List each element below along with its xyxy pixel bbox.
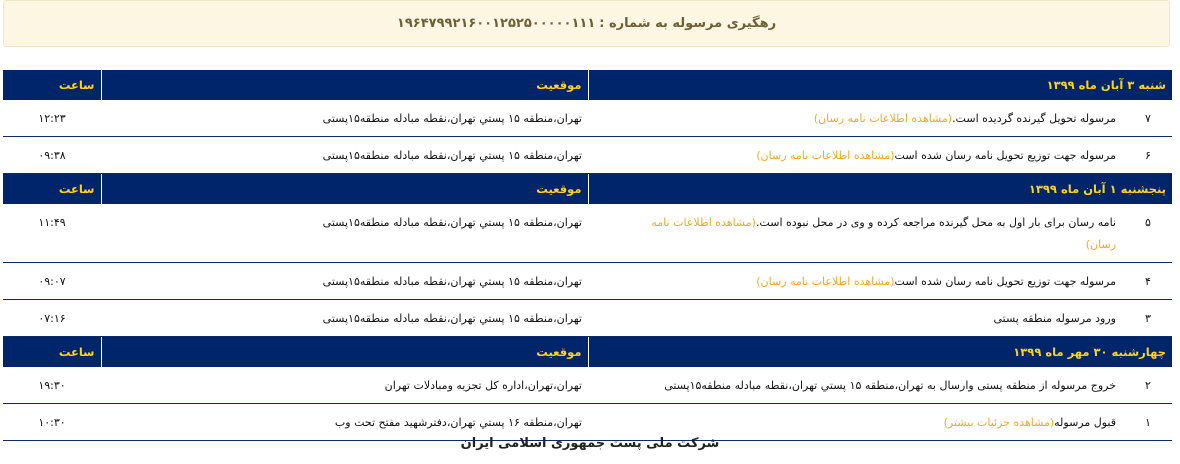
table-row bbox=[3, 263, 1172, 300]
event-time: ۰۹:۳۸ bbox=[3, 137, 101, 174]
details-link[interactable]: (مشاهده اطلاعات نامه رسان) bbox=[813, 112, 953, 125]
row-number: ۲ bbox=[1145, 379, 1151, 392]
row-number: ۷ bbox=[1145, 112, 1151, 125]
table-row bbox=[3, 137, 1172, 174]
tracking-title-box bbox=[3, 0, 1170, 47]
event-description: قبول مرسوله bbox=[1054, 416, 1116, 429]
time-header: ساعت bbox=[3, 337, 101, 368]
group-date: چهارشنبه ۳۰ مهر ماه ۱۳۹۹ bbox=[588, 337, 1172, 368]
event-description: مرسوله جهت توزیع تحویل نامه رسان شده است bbox=[894, 149, 1116, 162]
event-location: تهران،منطقه ۱۵ پستي تهران،نقطه مبادله منطقه۱۵پستی bbox=[101, 263, 588, 300]
details-link[interactable]: (مشاهده اطلاعات نامه رسان) bbox=[756, 275, 895, 288]
table-row bbox=[3, 367, 1172, 404]
table-row bbox=[3, 404, 1172, 441]
group-header-row bbox=[3, 70, 1172, 100]
row-number: ۱ bbox=[1145, 416, 1151, 429]
event-description: مرسوله تحویل گیرنده گردیده است. bbox=[952, 112, 1116, 125]
event-time: ۱۱:۴۹ bbox=[3, 204, 101, 263]
group-header-row bbox=[3, 174, 1172, 205]
row-number: ۵ bbox=[1145, 216, 1151, 229]
details-link[interactable]: (مشاهده جزئیات بیشتر) bbox=[943, 416, 1055, 429]
event-location: تهران،منطقه ۱۶ پستي تهران،دفترشهید مفتح تحت وب bbox=[101, 404, 588, 441]
row-number: ۳ bbox=[1145, 312, 1151, 325]
event-time: ۰۹:۰۷ bbox=[3, 263, 101, 300]
event-description: خروج مرسوله از منطقه پستی وارسال به تهران،منطقه ۱۵ پستي تهران،نقطه مبادله منطقه۱۵پستی bbox=[664, 379, 1116, 392]
location-header: موقعیت bbox=[101, 70, 588, 100]
event-time: ۱۹:۳۰ bbox=[3, 367, 101, 404]
tracking-number: ۱۹۶۴۷۹۹۲۱۶۰۰۱۲۵۲۵۰۰۰۰۰۱۱۱ bbox=[396, 16, 596, 31]
tracking-table bbox=[3, 70, 1172, 441]
event-description: مرسوله جهت توزیع تحویل نامه رسان شده است bbox=[894, 275, 1116, 288]
event-location: تهران،منطقه ۱۵ پستي تهران،نقطه مبادله منطقه۱۵پستی bbox=[101, 204, 588, 263]
row-number: ۴ bbox=[1145, 275, 1151, 288]
footer-text: شرکت ملی پست جمهوری اسلامی ایران bbox=[460, 436, 720, 451]
table-row bbox=[3, 100, 1172, 137]
event-location: تهران،منطقه ۱۵ پستي تهران،نقطه مبادله منطقه۱۵پستی bbox=[101, 137, 588, 174]
event-description: نامه رسان برای بار اول به محل گیرنده مراجعه کرده و وی در محل نبوده است. bbox=[755, 216, 1116, 229]
event-time: ۱۲:۲۳ bbox=[3, 100, 101, 137]
group-date: شنبه ۳ آبان ماه ۱۳۹۹ bbox=[588, 70, 1172, 100]
event-location: تهران،منطقه ۱۵ پستي تهران،نقطه مبادله منطقه۱۵پستی bbox=[101, 100, 588, 137]
event-description: ورود مرسوله منطقه پستی bbox=[993, 312, 1116, 325]
group-header-row bbox=[3, 337, 1172, 368]
time-header: ساعت bbox=[3, 70, 101, 100]
event-time: ۰۷:۱۶ bbox=[3, 300, 101, 337]
event-time: ۱۰:۳۰ bbox=[3, 404, 101, 441]
location-header: موقعیت bbox=[101, 174, 588, 205]
event-location: تهران،منطقه ۱۵ پستي تهران،نقطه مبادله منطقه۱۵پستی bbox=[101, 300, 588, 337]
table-row bbox=[3, 204, 1172, 263]
time-header: ساعت bbox=[3, 174, 101, 205]
tracking-title: رهگیری مرسوله به شماره : bbox=[599, 16, 777, 31]
details-link[interactable]: (مشاهده اطلاعات نامه رسان) bbox=[756, 149, 895, 162]
location-header: موقعیت bbox=[101, 337, 588, 368]
event-location: تهران،تهران،اداره کل تجزیه ومبادلات تهران bbox=[101, 367, 588, 404]
details-link[interactable]: (مشاهده اطلاعات نامه رسان) bbox=[651, 216, 1116, 251]
row-number: ۶ bbox=[1145, 149, 1151, 162]
table-row bbox=[3, 300, 1172, 337]
group-date: پنجشنبه ۱ آبان ماه ۱۳۹۹ bbox=[588, 174, 1172, 205]
